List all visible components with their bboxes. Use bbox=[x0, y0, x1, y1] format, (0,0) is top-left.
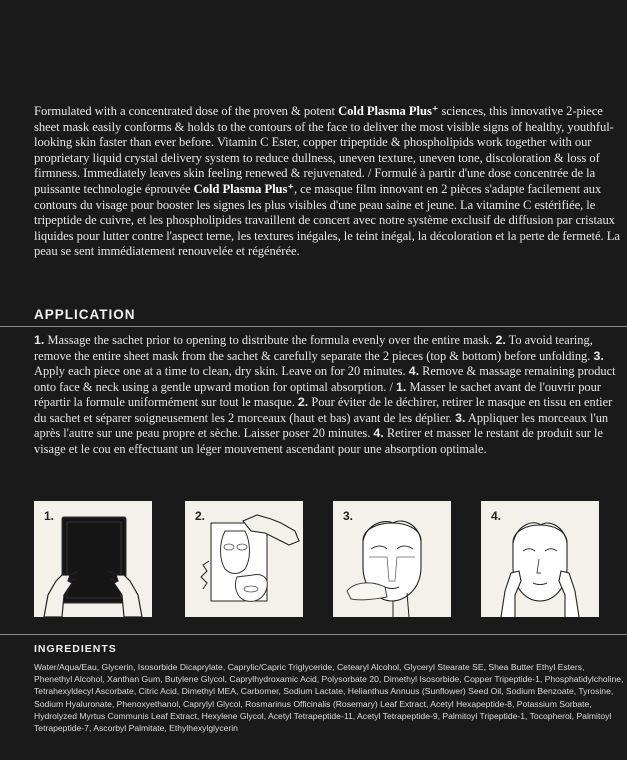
description-text-1: Formulated with a concentrated dose of the proven & potent bbox=[34, 104, 339, 118]
application-heading: APPLICATION bbox=[34, 307, 136, 322]
step-text: Remove & massage remaining product onto face & neck using a gentle upward motion for optimal absorption. / bbox=[34, 364, 616, 394]
step-text: Retirer et masser le restant de produit sur le visage et le cou en effectuant un léger mouvement ascendant pour une absorption optimale. bbox=[34, 426, 603, 456]
step-text: Appliquer les morceaux l'un après l'autre sur une peau propre et sèche. Laisser poser 20 minutes. bbox=[34, 410, 609, 440]
step-number: 3. bbox=[455, 410, 466, 425]
step-3-illustration bbox=[333, 501, 451, 617]
step-text: Masser le sachet avant de l'ouvrir pour répartir la formule uniformément sur tout le masque. bbox=[34, 379, 601, 409]
step-number: 2. bbox=[495, 333, 506, 347]
step-text: Massage the sachet prior to opening to distribute the formula evenly over the entire mask. bbox=[44, 333, 496, 347]
product-description bbox=[34, 104, 624, 260]
brand-name: Cold Plasma Plus⁺ bbox=[338, 104, 439, 118]
step-number: 1. bbox=[34, 333, 45, 347]
divider bbox=[0, 326, 627, 327]
ingredients-list: Water/Aqua/Eau, Glycerin, Isosorbide Dicaprylate, Caprylic/Capric Triglyceride, Cetearyl Alcohol, Glyceryl Stearate SE, Shea Butter Ethyl Esters, Phenethyl Alcohol, Xanthan Gum, Butylene Glycol, Caprylhydroxamic Acid, Polysorbate 20, Dimethyl Isosorbide, Copper Tripeptide-1, Phosphatidylcholine, Tetrahexyldecyl Ascorbate, Citric Acid, Dimethyl MEA, Carbomer, Sodium Lactate, Helianthus Annuus (Sunflower) Seed Oil, Sodium Benzoate, Tyrosine, Sodium Hyaluronate, Phenoxyethanol, Caprylyl Glycol, Rosmarinus Officinalis (Rosemary) Leaf Extract, Acetyl Hexapeptide-8, Potassium Sorbate, Hydrolyzed Myrtus Communis Leaf Extract, Hexylene Glycol, Acetyl Tetrapeptide-11, Acetyl Tetrapeptide-9, Palmitoyl Tripeptide-1, Tocopherol, Palmitoyl Tetrapeptide-7, Ascorbyl Palmitate, Ethylhexylglycerin bbox=[34, 662, 624, 734]
step-number: 1. bbox=[396, 379, 407, 394]
application-steps bbox=[34, 333, 624, 457]
panel-label: 1. bbox=[44, 509, 55, 523]
step-number: 4. bbox=[408, 364, 420, 378]
step-number: 3. bbox=[593, 348, 604, 363]
panel-label: 2. bbox=[195, 509, 206, 523]
panel-label: 3. bbox=[343, 509, 354, 523]
step-1-illustration bbox=[34, 501, 152, 617]
description-text-3: , ce masque film innovant en 2 pièces s'adapte facilement aux contours du visage pour booster les signes les plus visibles d'une peau saine et jeune. La vitamine C estérifiée, le tripeptide de cuivre, et les phospholipides travaillent de concert avec notre système exclusif de diffusion par cristaux liquides pour lutter contre l'aspect terne, les textures inégales, le teint inégal, la décoloration et la perte de fermeté. La peau se sent immédiatement renouvelée et régénérée. bbox=[34, 181, 620, 259]
step-number: 4. bbox=[373, 426, 384, 440]
step-4-illustration bbox=[481, 501, 599, 617]
step-number: 2. bbox=[297, 395, 309, 409]
panel-label: 4. bbox=[491, 509, 502, 523]
brand-name-fr: Cold Plasma Plus⁺ bbox=[193, 181, 294, 196]
step-2-illustration bbox=[185, 501, 303, 617]
step-text: Apply each piece one at a time to clean, dry skin. Leave on for 20 minutes. bbox=[34, 364, 409, 378]
ingredients-heading: INGREDIENTS bbox=[34, 643, 117, 655]
step-text: Pour éviter de le déchirer, retirer le masque en tissu en entier du sachet et séparer soigneusement les 2 morceaux (haut et bas) avant de les déplier. bbox=[34, 395, 613, 425]
step-text: To avoid tearing, remove the entire sheet mask from the sachet & carefully separate the 2 pieces (top & bottom) before unfolding. bbox=[34, 333, 594, 363]
description-text-2: sciences, this innovative 2-piece sheet mask easily conforms & holds to the contours of the face to deliver the most visible signs of healthy, youthful-looking skin faster than ever before. Vitamin C Ester, copper tripeptide & phospholipids work together with our proprietary liquid crystal delivery system to reduce dullness, uneven texture, uneven tone, discoloration & loss of firmness. Immediately leaves skin feeling renewed & rejuvenated. / Formulé à partir d'une dose concentrée de la puissante technologie éprouvée bbox=[34, 104, 614, 196]
divider bbox=[0, 634, 627, 635]
